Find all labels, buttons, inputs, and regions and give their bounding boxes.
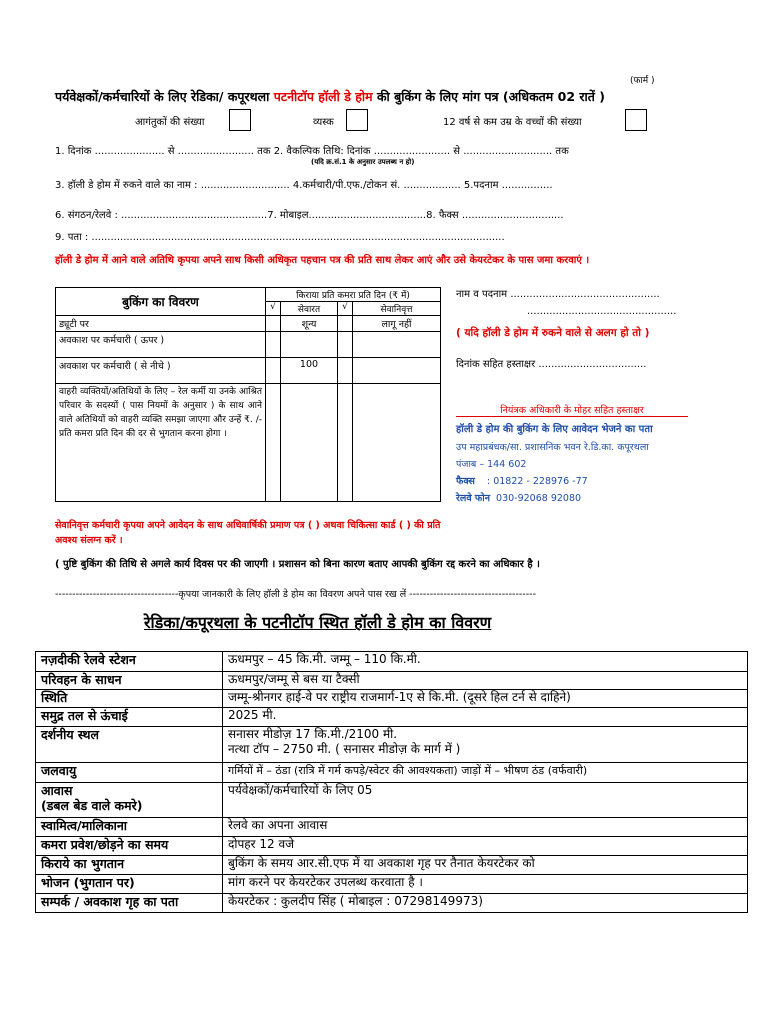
fax-number: : 01822 - 228976 -77	[486, 476, 588, 487]
detail-label-line-1: आवास	[41, 783, 73, 798]
detail-value-line-1: सनासर मीडोज़ 17 कि.मी./2100 मी.	[228, 727, 398, 741]
detail-value: मांग करने पर केयरटेकर उपलब्ध करवाता है ।	[223, 875, 748, 894]
address-line[interactable]: 9. पता : ..................................................................................................................................	[55, 232, 505, 243]
detail-label: कमरा प्रवेश/छोड़ने का समय	[36, 837, 223, 856]
children-label: 12 वर्ष से कम उम्र के वच्चों की संख्या	[443, 117, 582, 128]
booking-details-table	[55, 287, 441, 502]
detail-label: दर्शनीय स्थल	[36, 727, 223, 763]
row-label: अवकाश पर कर्मचारी ( से नीचे )	[56, 358, 266, 384]
organisation-line[interactable]: 6. संगठन/रेलवे : ..............................................7. मोबाइल.....................................8. फैक्स ................................	[55, 210, 564, 221]
railway-phone-number: 030-92068 92080	[496, 493, 582, 504]
in-service-header: सेवारत	[281, 302, 338, 316]
detail-value: बुकिंग के समय आर.सी.एफ में या अवकाश गृह पर तैनात केयरटेकर को	[223, 856, 748, 875]
form-number: (फार्म )	[630, 76, 655, 86]
detail-value: 2025 मी.	[223, 708, 748, 727]
title-part3: की बुकिंग के लिए मांग पत्र (अधिकतम 02 रातें )	[372, 89, 605, 104]
in-service-rate: 100	[281, 358, 338, 384]
detail-label: किराये का भुगतान	[36, 856, 223, 875]
address-line-1: उप महाप्रबंधक/सा. प्रशासनिक भवन रे.डि.का. कपूरथला	[456, 442, 649, 453]
detail-label: स्वामित्व/मालिकाना	[36, 818, 223, 837]
tick-cell[interactable]	[338, 384, 353, 502]
detail-label: सम्पर्क / अवकाश गृह का पता	[36, 894, 223, 913]
form-title	[55, 88, 605, 105]
tick-cell[interactable]	[338, 316, 353, 332]
name-designation-line[interactable]: नाम व पदनाम ...............................................	[456, 289, 660, 300]
table-row	[56, 358, 441, 384]
tick-cell[interactable]	[266, 384, 281, 502]
detail-label: स्थिति	[36, 690, 223, 708]
table-row	[36, 763, 748, 783]
visitors-label: आगंतुकों की संख्या	[135, 117, 205, 128]
detail-label: नज़दीकी रेलवे स्टेशन	[36, 652, 223, 672]
detail-label: समुद्र तल से ऊंचाई	[36, 708, 223, 727]
visitors-count-box[interactable]	[229, 109, 251, 131]
title-holiday-home: पटनीटॉप हॉली डे होम	[273, 89, 373, 104]
table-row	[36, 856, 748, 875]
detail-value: गर्मियों में – ठंडा (रात्रि में गर्म कपड़े/स्वेटर की आवश्यकता) जाड़ों में – भीषण ठंड (वर्फवारी)	[223, 763, 748, 783]
fax-line	[456, 474, 588, 487]
tick-cell[interactable]	[338, 332, 353, 358]
booking-header: बुकिंग का विवरण	[56, 288, 266, 316]
detail-value: जम्मू-श्रीनगर हाई-वे पर राष्ट्रीय राजमार्ग-1ए से कि.मी. (दूसरे हिल टर्न से दाहिने)	[223, 690, 748, 708]
in-service-rate	[281, 332, 338, 358]
send-address-title: हॉली डे होम की बुकिंग के लिए आवेदन भेजने का पता	[456, 424, 653, 435]
date-line[interactable]: 1. दिनांक ...................... से ........................ तक 2. वैकल्पिक तिथि: दिनांक ........................ से ............................ तक	[55, 146, 569, 157]
adults-count-box[interactable]	[346, 109, 368, 131]
detail-value-line-2: नत्था टॉप – 2750 मी. ( सनासर मीडोज़ के मार्ग में )	[228, 742, 461, 756]
detail-label	[36, 783, 223, 818]
title-part1: पर्यवेक्षकों/कर्मचारियों के लिए रेडिका/ कपूरथला	[55, 89, 274, 104]
table-row	[36, 837, 748, 856]
railway-phone-line	[456, 491, 581, 504]
detail-label: परिवहन के साधन	[36, 672, 223, 690]
retired-rate: लागू नहीं	[353, 316, 441, 332]
guest-name-line[interactable]: 3. हॉली डे होम में रुकने वाले का नाम : ............................ 4.कर्मचारी/पी.एफ./टोकन सं. .................. 5.पदनाम ................	[55, 180, 553, 191]
date-signature-line[interactable]: दिनांक सहित हस्ताक्षर ..................................	[456, 359, 647, 370]
retired-rate	[353, 384, 441, 502]
railway-phone-label: रेलवे फोन	[456, 493, 490, 504]
tick-retired: √	[338, 302, 353, 316]
tick-cell[interactable]	[338, 358, 353, 384]
children-count-box[interactable]	[625, 109, 647, 131]
table-row	[36, 672, 748, 690]
table-row	[36, 783, 748, 818]
retired-rate	[353, 358, 441, 384]
fax-label: फैक्स	[456, 476, 475, 487]
detail-value: केयरटेकर : कुलदीप सिंह ( मोबाइल : 07298149973)	[223, 894, 748, 913]
retired-header: सेवानिवृत्त	[353, 302, 441, 316]
tick-cell[interactable]	[266, 316, 281, 332]
detail-value	[223, 727, 748, 763]
detail-value: ऊधमपुर – 45 कि.मी. जम्मू – 110 कि.मी.	[223, 652, 748, 672]
row-label: ड्यूटी पर	[56, 316, 266, 332]
table-row	[36, 818, 748, 837]
holiday-home-details-table	[35, 651, 748, 913]
controlling-officer-label: नियंत्रक अधिकारी के मोहर सहित हस्ताक्षर	[456, 403, 688, 417]
table-row	[36, 652, 748, 672]
separate-person-note: ( यदि हॉली डे होम में रुकने वाले से अलग हो तो )	[456, 327, 650, 339]
retired-rate	[353, 332, 441, 358]
rent-header: किराया प्रति कमरा प्रति दिन (₹ में)	[266, 288, 441, 302]
tick-cell[interactable]	[266, 358, 281, 384]
in-service-rate	[281, 384, 338, 502]
retired-certificate-note: सेवानिवृत्त कर्मचारी कृपया अपने आवेदन के साथ अधिवार्षिकी प्रमाण पत्र ( ) अथवा चिकित्सा कार्ड ( ) की प्रति	[55, 520, 441, 531]
row-label: वाहरी व्यक्तियों/अतिथियों के लिए – रेल कर्मी या उनके आश्रित परिवार के सदस्यों ( पास नियमों के अनुसार ) के साथ आने वाले अतिथियों को वाहरी व्यक्ति समझा जाएगा और उन्हें ₹. /- प्रति कमरा प्रति दिन की दर से भुगतान करना होगा ।	[56, 384, 266, 502]
detail-value: ऊधमपुर/जम्मू से बस या टैक्सी	[223, 672, 748, 690]
tick-cell[interactable]	[266, 332, 281, 358]
retired-certificate-note-2: अवश्य संलग्न करें ।	[55, 535, 123, 546]
row-label: अवकाश पर कर्मचारी ( ऊपर )	[56, 332, 266, 358]
detail-value: पर्यवेक्षकों/कर्मचारियों के लिए 05	[223, 783, 748, 818]
name-designation-dots[interactable]: ...............................................	[527, 306, 677, 317]
table-row	[36, 875, 748, 894]
detail-value: दोपहर 12 वजे	[223, 837, 748, 856]
detail-label: जलवायु	[36, 763, 223, 783]
table-row	[56, 316, 441, 332]
address-line-2: पंजाब – 144 602	[456, 459, 527, 470]
alternate-date-note: (यदि क्र.सं.1 के अनुसार उपलब्ध न हो)	[311, 158, 415, 166]
id-proof-notice: हॉली डे होम में आने वाले अतिथि कृपया अपने साथ किसी अधिकृत पहचान पत्र की प्रति साथ लेकर आएं और उसे केयरटेकर के पास जमा करवाएं ।	[55, 255, 590, 266]
info-separator: ------------------------------------कृपया जानकारी के लिए हॉली डे होम का विवरण अपने पास रख लें -------------------------------------	[55, 589, 537, 600]
table-row	[36, 708, 748, 727]
table-row	[56, 332, 441, 358]
confirmation-note: ( पुष्टि बुकिंग की तिथि से अगले कार्य दिवस पर की जाएगी । प्रशासन को बिना कारण बताए आपकी बुकिंग रद्द करने का अधिकार है ।	[55, 559, 540, 570]
table-row	[56, 384, 441, 502]
table-row	[36, 727, 748, 763]
adults-label: व्यस्क	[313, 117, 334, 128]
detail-label-line-2: (डबल बेड वाले कमरे)	[41, 798, 143, 813]
detail-label: भोजन (भुगतान पर)	[36, 875, 223, 894]
tick-in-service: √	[266, 302, 281, 316]
detail-value: रेलवे का अपना आवास	[223, 818, 748, 837]
details-heading: रेडिका/कपूरथला के पटनीटॉप स्थित हॉली डे होम का विवरण	[144, 613, 492, 632]
table-row	[36, 894, 748, 913]
in-service-rate: शून्य	[281, 316, 338, 332]
table-row	[36, 690, 748, 708]
